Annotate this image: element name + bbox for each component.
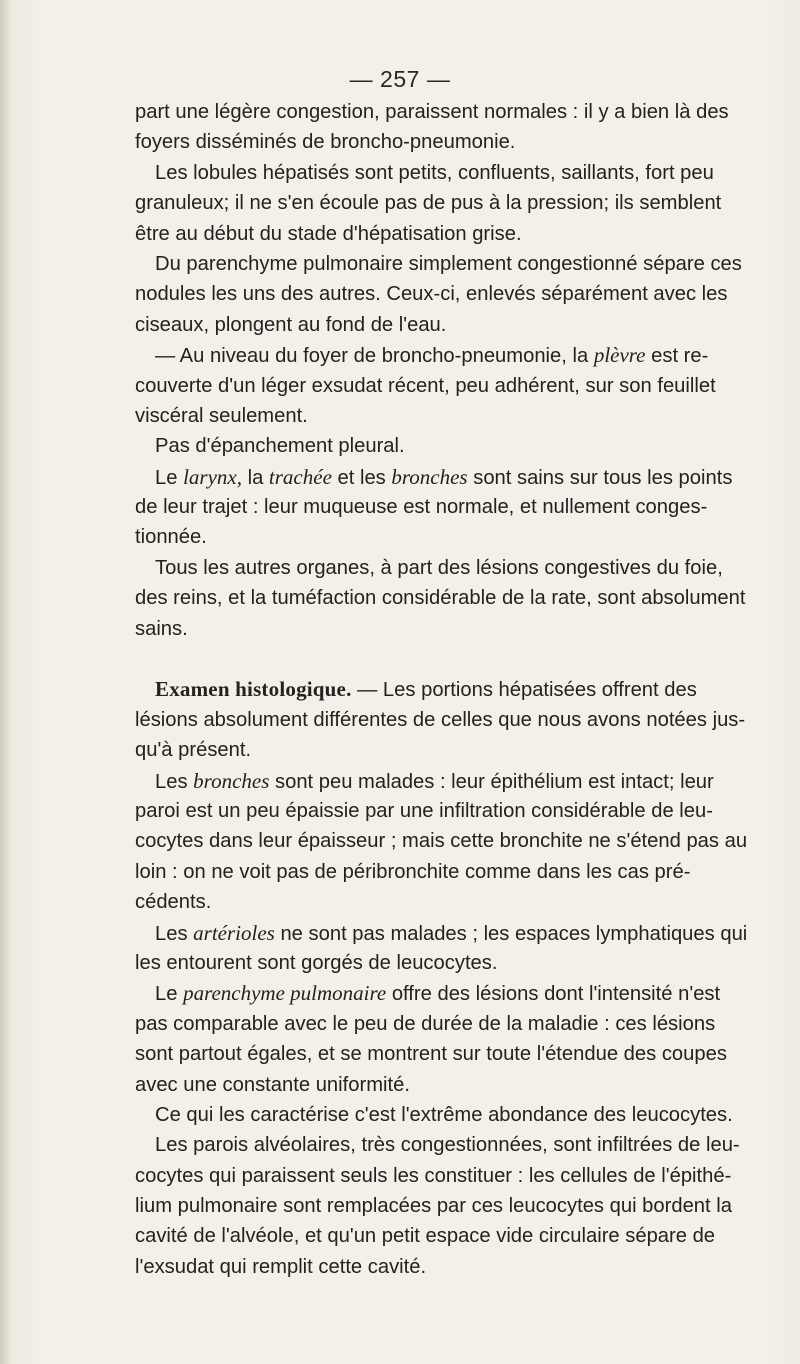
- text-line: être au début du stade d'hépatisation grise.: [135, 222, 522, 245]
- text-line: couverte d'un léger exsudat récent, peu adhérent, sur son feuillet: [135, 374, 716, 397]
- italic-term: bronches: [193, 768, 270, 793]
- text-line: l'exsudat qui remplit cette cavité.: [135, 1255, 427, 1278]
- body-text: [135, 97, 748, 1282]
- text-line: Les lobules hépatisés sont petits, confluents, saillants, fort peu: [155, 161, 714, 184]
- text-line: granuleux; il ne s'en écoule pas de pus à la pression; ils semblent: [135, 192, 722, 215]
- text-line: cavité de l'alvéole, et qu'un petit espace vide circulaire sépare de: [135, 1225, 716, 1248]
- text-line: Pas d'épanchement pleural.: [155, 435, 405, 458]
- text-line: ciseaux, plongent au fond de l'eau.: [135, 313, 447, 336]
- italic-term: trachée: [268, 464, 332, 489]
- italic-term: artérioles: [193, 920, 275, 945]
- text-line: Le parenchyme pulmonaire offre des lésions dont l'intensité n'est: [155, 981, 721, 1006]
- text-line: sains.: [135, 617, 188, 640]
- text-line: pas comparable avec le peu de durée de la maladie : ces lésions: [135, 1012, 716, 1035]
- text-line: foyers disséminés de broncho-pneumonie.: [135, 131, 516, 154]
- text-line: lésions absolument différentes de celles que nous avons notées jus-: [135, 708, 746, 731]
- page-number: — 257 —: [349, 66, 451, 92]
- text-line: lium pulmonaire sont remplacées par ces leucocytes qui bordent la: [135, 1195, 732, 1218]
- text-line: part une légère congestion, paraissent normales : il y a bien là des: [135, 101, 729, 123]
- text-line: Du parenchyme pulmonaire simplement congestionné sépare ces: [155, 252, 742, 275]
- italic-term: larynx,: [183, 464, 242, 489]
- text-line: — Au niveau du foyer de broncho-pneumonie, la plèvre est re-: [155, 343, 709, 368]
- text-line: cocytes qui paraissent seuls les constituer : les cellules de l'épithé-: [135, 1164, 732, 1187]
- italic-term: parenchyme pulmonaire: [183, 981, 387, 1006]
- text-line: de leur trajet : leur muqueuse est normale, et nullement conges-: [135, 496, 708, 519]
- text-line: Ce qui les caractérise c'est l'extrême abondance des leucocytes.: [155, 1103, 733, 1126]
- binding-shadow: [0, 0, 10, 1364]
- text-line: des reins, et la tuméfaction considérable de la rate, sont absolument: [135, 587, 746, 610]
- text-line: Examen histologique. — Les portions hépatisées offrent des: [155, 677, 697, 702]
- italic-term: plèvre: [593, 343, 646, 368]
- text-line: les entourent sont gorgés de leucocytes.: [135, 951, 498, 974]
- text-line: Les parois alvéolaires, très congestionnées, sont infiltrées de leu-: [155, 1134, 740, 1157]
- section-spacer: [135, 644, 675, 674]
- text-line: viscéral seulement.: [135, 404, 308, 427]
- text-line: Le larynx, la trachée et les bronches sont sains sur tous les points: [155, 464, 733, 489]
- text-line: nodules les uns des autres. Ceux-ci, enlevés séparément avec les: [135, 283, 728, 306]
- text-line: Tous les autres organes, à part des lésions congestives du foie,: [155, 556, 723, 579]
- text-line: Les bronches sont peu malades : leur épithélium est intact; leur: [155, 768, 714, 793]
- text-line: Les artérioles ne sont pas malades ; les espaces lymphatiques qui: [155, 920, 748, 945]
- text-line: cocytes dans leur épaisseur ; mais cette bronchite ne s'étend pas au: [135, 830, 748, 853]
- text-line: tionnée.: [135, 526, 207, 549]
- italic-term: bronches: [391, 464, 468, 489]
- text-line: qu'à présent.: [135, 739, 252, 762]
- text-line: cédents.: [135, 891, 212, 914]
- text-line: paroi est un peu épaissie par une infiltration considérable de leu-: [135, 799, 713, 822]
- text-line: loin : on ne voit pas de péribronchite comme dans les cas pré-: [135, 860, 691, 883]
- section-heading: Examen histologique.: [155, 677, 352, 702]
- text-line: avec une constante uniformité.: [135, 1073, 410, 1096]
- text-line: sont partout égales, et se montrent sur toute l'étendue des coupes: [135, 1043, 727, 1066]
